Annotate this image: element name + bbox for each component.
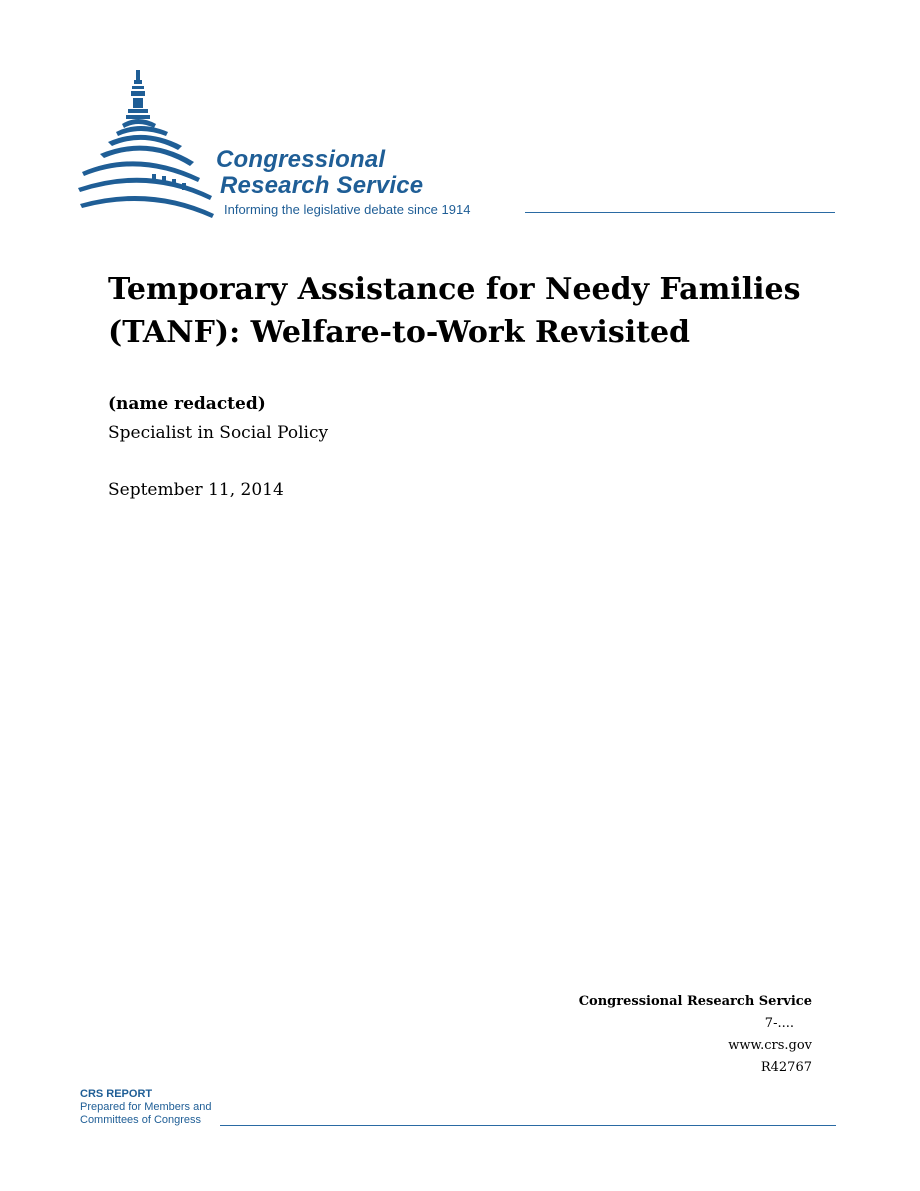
contact-organization: Congressional Research Service [578,994,812,1009]
footer-line2: Committees of Congress [80,1114,202,1126]
contact-number: 7-.... [764,1016,794,1031]
capitol-dome-icon [78,66,218,222]
report-title: Temporary Assistance for Needy Families (TANF): Welfare-to-Work Revisited [108,272,801,350]
author-title: Specialist in Social Policy [108,423,329,443]
contact-website[interactable]: www.crs.gov [728,1038,812,1053]
report-id: R42767 [760,1060,812,1075]
footer-label: CRS REPORT [80,1088,153,1100]
crs-logo [78,66,838,222]
report-date: September 11, 2014 [108,480,284,500]
contact-block [579,991,812,1079]
logo-tagline: Informing the legislative debate since 1914 [224,202,471,217]
logo-divider [525,212,835,213]
author-name: (name redacted) [108,394,266,414]
footer-line1: Prepared for Members and [80,1101,212,1113]
logo-name-line1: Congressional [216,146,386,173]
footer-divider [220,1125,836,1126]
footer [80,1088,836,1127]
logo-name-line2: Research Service [220,172,424,199]
